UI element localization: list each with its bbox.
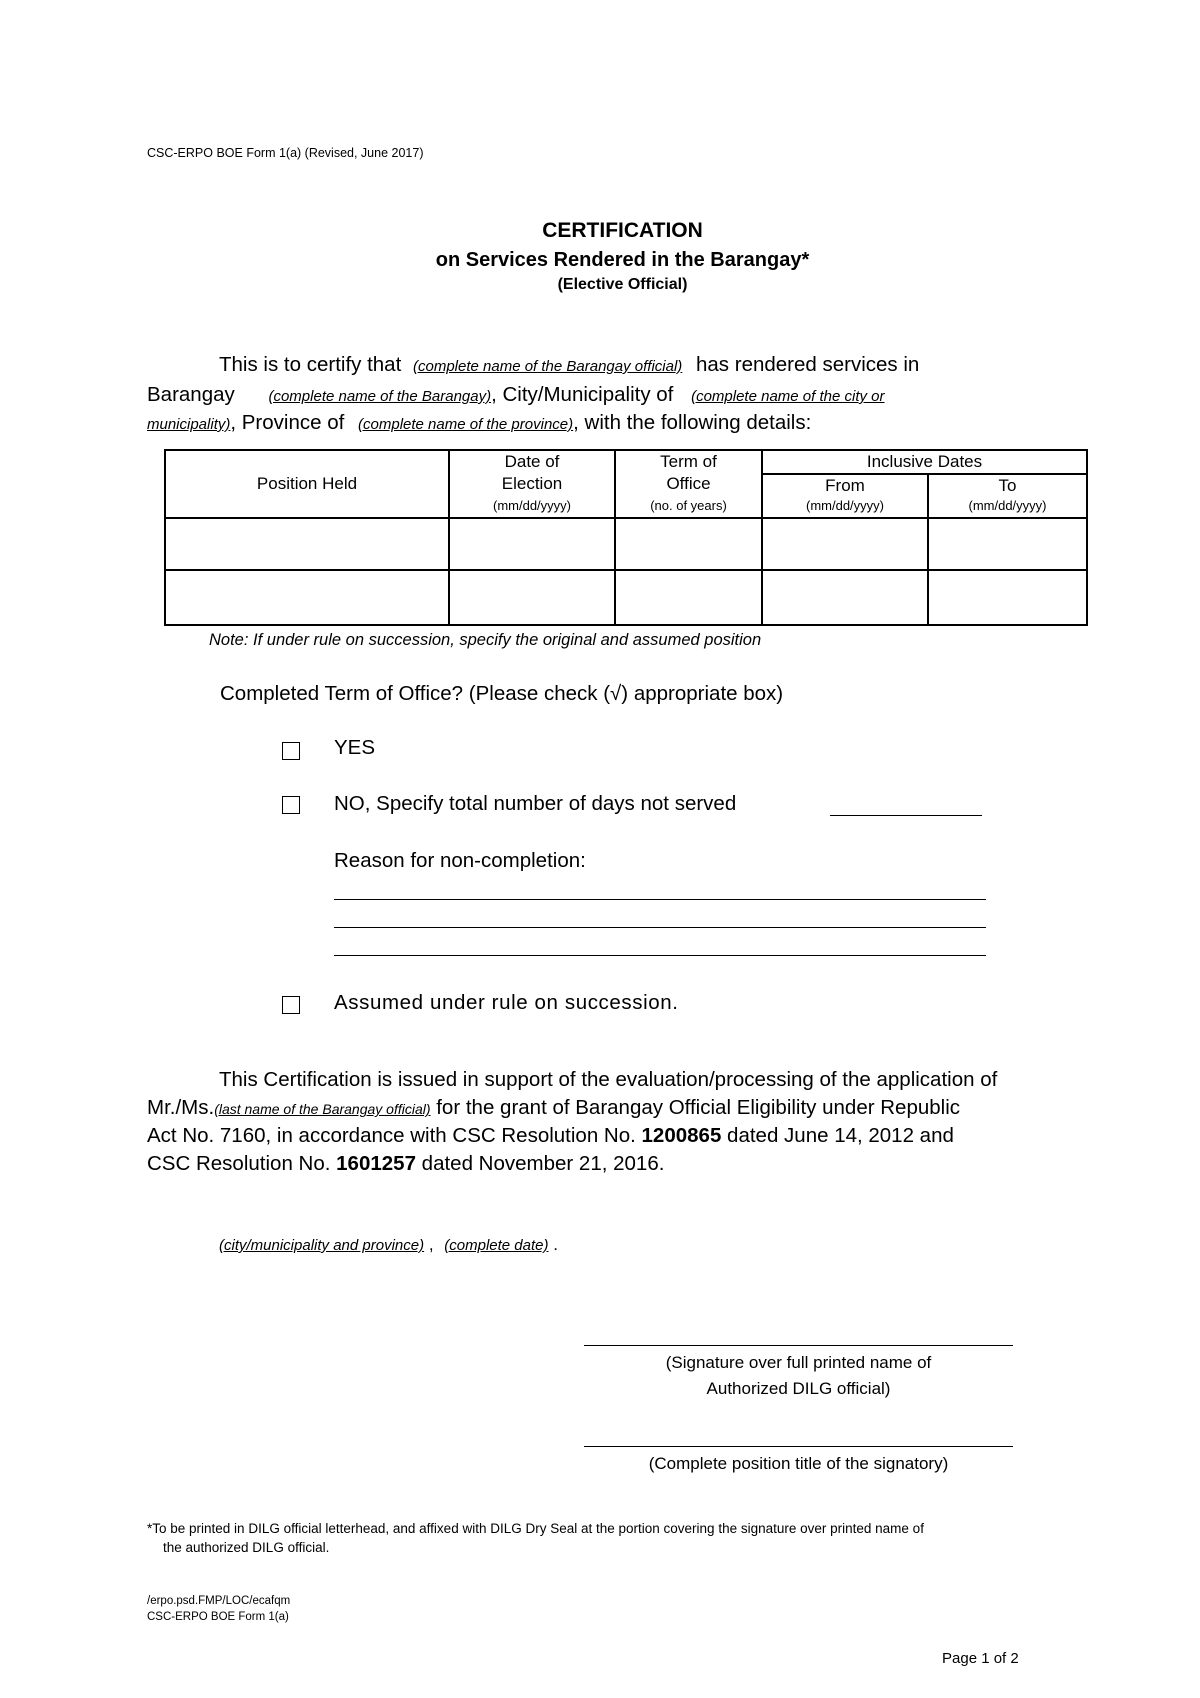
option-succession-label: Assumed under rule on succession. xyxy=(334,991,679,1014)
field-official-name[interactable]: (complete name of the Barangay official) xyxy=(412,358,683,375)
place-date-line xyxy=(219,1235,558,1255)
col-from xyxy=(762,474,928,518)
intro-text: has rendered services in xyxy=(696,353,920,376)
support-line-3 xyxy=(147,1121,1103,1150)
place-date-end: . xyxy=(553,1235,558,1254)
field-barangay-name[interactable]: (complete name of the Barangay) xyxy=(268,388,492,405)
field-place[interactable]: (city/municipality and province) xyxy=(219,1237,425,1254)
form-code: CSC-ERPO BOE Form 1(a) (Revised, June 2017) xyxy=(147,146,424,160)
col-inclusive-dates: Inclusive Dates xyxy=(762,450,1087,474)
intro-text: , Province of xyxy=(230,411,345,434)
checkbox-yes[interactable] xyxy=(282,742,300,760)
resolution-number-2: 1601257 xyxy=(336,1152,416,1175)
col-term-of-office xyxy=(615,450,762,518)
col-term-label-2: Office xyxy=(666,474,711,493)
intro-text: , with the following details: xyxy=(573,411,812,434)
signature-caption-2: Authorized DILG official) xyxy=(706,1379,891,1398)
page-subtitle: on Services Rendered in the Barangay* xyxy=(435,249,810,271)
signature-caption-1: (Signature over full printed name of xyxy=(665,1353,932,1372)
col-from-label: From xyxy=(825,476,865,495)
reason-line-1[interactable] xyxy=(334,899,986,900)
cell-term[interactable] xyxy=(615,518,762,570)
support-line-2 xyxy=(147,1093,1103,1124)
option-yes-label: YES xyxy=(334,736,376,759)
intro-line-2 xyxy=(147,380,1103,411)
col-term-label-1: Term of xyxy=(660,452,717,471)
col-to-format: (mm/dd/yyyy) xyxy=(968,498,1047,513)
option-no-label: NO, Specify total number of days not served xyxy=(334,792,737,815)
signature-line[interactable] xyxy=(584,1345,1013,1346)
cell-from[interactable] xyxy=(762,518,928,570)
support-line-4 xyxy=(147,1149,1103,1178)
col-from-format: (mm/dd/yyyy) xyxy=(806,498,884,513)
resolution-number-1: 1200865 xyxy=(641,1124,722,1147)
table-header-row xyxy=(165,450,1087,474)
col-date-format: (mm/dd/yyyy) xyxy=(493,498,571,513)
footnote-line-2: the authorized DILG official. xyxy=(163,1540,330,1555)
position-title-caption: (Complete position title of the signatory) xyxy=(648,1454,949,1473)
support-text: Act No. 7160, in accordance with CSC Resolution No. xyxy=(147,1124,636,1147)
cell-to[interactable] xyxy=(928,570,1087,625)
support-text: for the grant of Barangay Official Eligibility under Republic xyxy=(436,1096,961,1119)
col-date-of-election xyxy=(449,450,615,518)
col-date-label-2: Election xyxy=(501,474,563,493)
field-city-name-cont[interactable]: municipality) xyxy=(147,416,231,433)
position-title-line[interactable] xyxy=(584,1446,1013,1447)
footer-code: CSC-ERPO BOE Form 1(a) xyxy=(147,1611,289,1623)
page-subtitle-qualifier: (Elective Official) xyxy=(557,276,688,293)
support-text: dated June 14, 2012 and xyxy=(727,1124,954,1147)
footer-reference xyxy=(147,1593,290,1625)
intro-line-1 xyxy=(219,350,1104,381)
field-city-name[interactable]: (complete name of the city or xyxy=(691,388,885,405)
succession-note: Note: If under rule on succession, specify the original and assumed position xyxy=(209,631,762,649)
footer-ref: /erpo.psd.FMP/LOC/ecafqm xyxy=(147,1595,291,1607)
signature-caption xyxy=(584,1350,1013,1402)
place-date-sep: , xyxy=(428,1235,434,1254)
days-not-served-field[interactable] xyxy=(830,815,982,816)
intro-text: This is to certify that xyxy=(219,353,402,376)
cell-election-date[interactable] xyxy=(449,518,615,570)
checkbox-succession[interactable] xyxy=(282,996,300,1014)
cell-position[interactable] xyxy=(165,518,449,570)
intro-text: Barangay xyxy=(147,383,235,406)
reason-label: Reason for non-completion: xyxy=(334,849,586,872)
support-text: Mr./Ms. xyxy=(147,1096,215,1119)
reason-line-2[interactable] xyxy=(334,927,986,928)
support-text: dated November 21, 2016. xyxy=(421,1152,665,1175)
footnote-line-1: *To be printed in DILG official letterhead, and affixed with DILG Dry Seal at the portion covering the signature over printed name of xyxy=(147,1521,924,1536)
col-to-label: To xyxy=(998,476,1017,495)
table-row xyxy=(165,570,1087,625)
checkbox-no[interactable] xyxy=(282,796,300,814)
col-date-label-1: Date of xyxy=(504,452,560,471)
field-date[interactable]: (complete date) xyxy=(444,1237,549,1254)
cell-from[interactable] xyxy=(762,570,928,625)
support-text: CSC Resolution No. xyxy=(147,1152,331,1175)
col-to xyxy=(928,474,1087,518)
col-term-format: (no. of years) xyxy=(650,498,727,513)
footnote xyxy=(147,1519,1097,1557)
cell-election-date[interactable] xyxy=(449,570,615,625)
cell-term[interactable] xyxy=(615,570,762,625)
table-row xyxy=(165,518,1087,570)
field-last-name[interactable]: (last name of the Barangay official) xyxy=(214,1101,431,1117)
page-number: Page 1 of 2 xyxy=(942,1650,1019,1667)
cell-position[interactable] xyxy=(165,570,449,625)
support-line-1: This Certification is issued in support of the evaluation/processing of the application of xyxy=(219,1068,998,1091)
intro-text: , City/Municipality of xyxy=(491,383,674,406)
field-province-name[interactable]: (complete name of the province) xyxy=(358,416,574,433)
completed-term-question: Completed Term of Office? (Please check (√) appropriate box) xyxy=(220,682,784,705)
reason-line-3[interactable] xyxy=(334,955,986,956)
service-table xyxy=(164,449,1088,626)
intro-line-3 xyxy=(147,408,1103,439)
col-position-held: Position Held xyxy=(165,450,449,518)
cell-to[interactable] xyxy=(928,518,1087,570)
page-title: CERTIFICATION xyxy=(542,219,703,242)
